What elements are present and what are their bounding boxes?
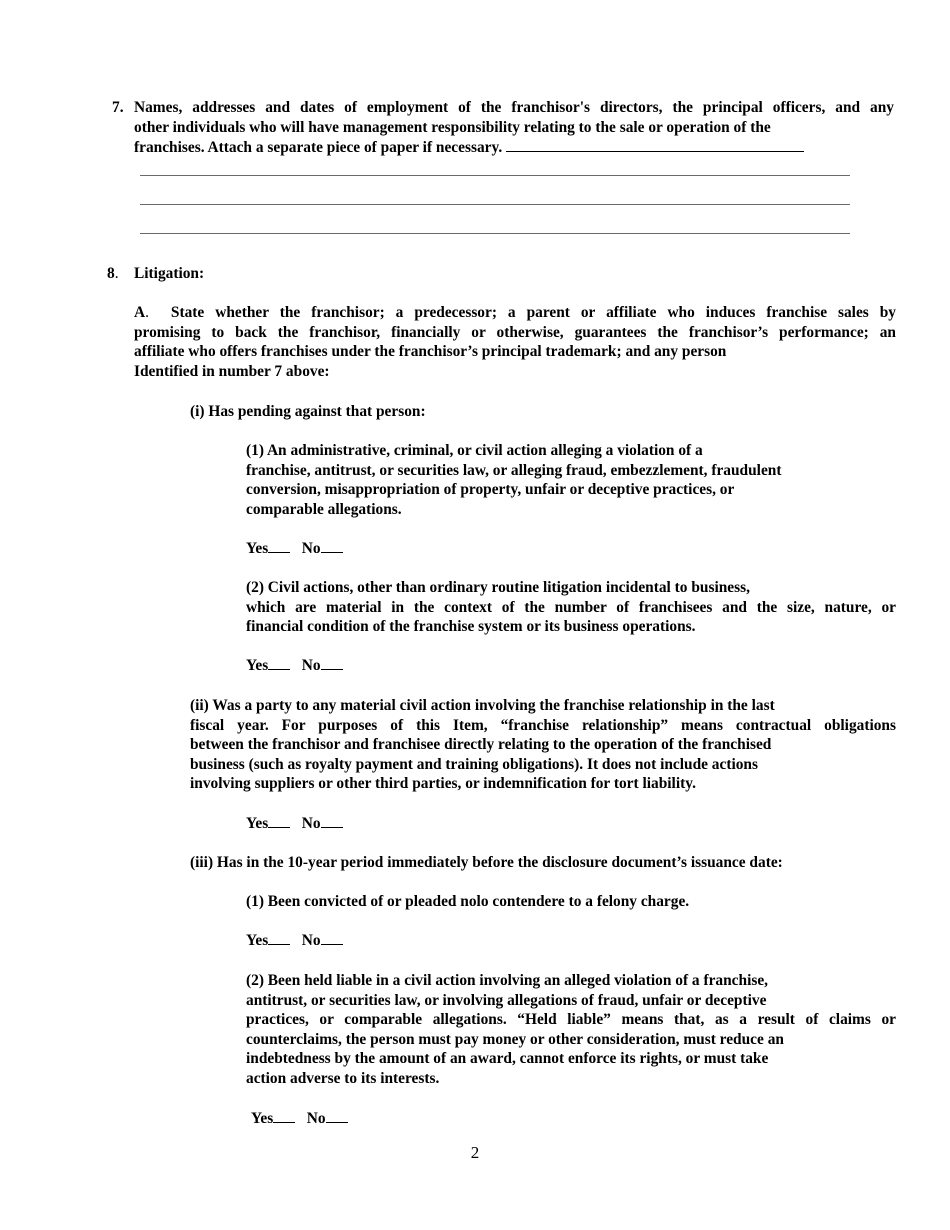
item-7-number: 7. bbox=[112, 99, 124, 116]
section-i-q2-line-3: financial condition of the franchise system or its business operations. bbox=[246, 618, 696, 636]
section-i-q1-line-2: franchise, antitrust, or securities law, or alleging fraud, embezzlement, fraudulent bbox=[246, 461, 782, 479]
yes-blank[interactable] bbox=[268, 539, 290, 553]
yes-label: Yes bbox=[246, 815, 269, 832]
section-iii-q2-line-4: counterclaims, the person must pay money or other consideration, must reduce an bbox=[246, 1030, 784, 1048]
item-7-answer-blank[interactable] bbox=[506, 137, 804, 152]
item-8a-line-3: affiliate who offers franchises under the franchisor’s principal trademark; and any person bbox=[134, 343, 727, 361]
item-8a-label: A bbox=[134, 304, 146, 321]
section-iii-question-1: (1) Been convicted of or pleaded nolo contendere to a felony charge. bbox=[246, 893, 690, 910]
item-8a-line-1: A. State whether the franchisor; a predecessor; a parent or affiliate who induces franchise sales by bbox=[134, 304, 896, 321]
no-label: No bbox=[301, 540, 321, 557]
no-label: No bbox=[301, 657, 321, 674]
section-i-q1-line-1: (1) An administrative, criminal, or civil action alleging a violation of a bbox=[246, 442, 703, 459]
no-label: No bbox=[301, 815, 321, 832]
item-8-number-text: 8 bbox=[107, 265, 115, 282]
section-iii-q2-line-2: antitrust, or securities law, or involving allegations of fraud, unfair or deceptive bbox=[246, 991, 767, 1009]
item-8a-line-1-text: State whether the franchisor; a predecessor; a parent or affiliate who induces franchise sales by bbox=[170, 304, 896, 321]
item-8a-line-4: Identified in number 7 above: bbox=[134, 362, 330, 380]
section-iii-q2-line-6: action adverse to its interests. bbox=[246, 1069, 440, 1087]
item-7-line-2: other individuals who will have management responsibility relating to the sale or operation of the bbox=[134, 118, 771, 136]
section-iii-q2-line-5: indebtedness by the amount of an award, cannot enforce its rights, or must take bbox=[246, 1050, 769, 1068]
yes-blank[interactable] bbox=[273, 1109, 295, 1123]
yes-no-answer-4 bbox=[246, 931, 343, 951]
section-ii-line-2: fiscal year. For purposes of this Item, “franchise relationship” means contractual obligations bbox=[190, 716, 896, 734]
no-blank[interactable] bbox=[321, 656, 343, 670]
section-iii-question-2 bbox=[246, 971, 896, 1089]
item-7-question bbox=[134, 98, 894, 158]
yes-no-answer-1 bbox=[246, 539, 343, 559]
item-7-answer-line-1[interactable] bbox=[140, 175, 850, 176]
no-blank[interactable] bbox=[321, 814, 343, 828]
item-7-line-3 bbox=[134, 137, 894, 158]
item-8-title: Litigation: bbox=[134, 265, 205, 282]
section-i-q2-line-1: (2) Civil actions, other than ordinary routine litigation incidental to business, bbox=[246, 579, 750, 596]
section-ii-line-4: business (such as royalty payment and training obligations). It does not include actions bbox=[190, 755, 758, 773]
item-8a-paragraph bbox=[134, 303, 896, 381]
item-7-answer-line-3[interactable] bbox=[140, 233, 850, 234]
yes-label: Yes bbox=[246, 932, 269, 949]
section-i-heading: (i) Has pending against that person: bbox=[190, 403, 426, 420]
yes-label: Yes bbox=[251, 1110, 274, 1127]
section-i-question-2 bbox=[246, 578, 896, 637]
yes-label: Yes bbox=[246, 657, 269, 674]
item-8a-line-2: promising to back the franchisor, financially or otherwise, guarantees the franchisor’s performance; an bbox=[134, 323, 896, 341]
section-iii-q2-line-1: (2) Been held liable in a civil action involving an alleged violation of a franchise, bbox=[246, 972, 769, 989]
yes-blank[interactable] bbox=[268, 814, 290, 828]
yes-blank[interactable] bbox=[268, 656, 290, 670]
section-i-q1-line-3: conversion, misappropriation of property, unfair or deceptive practices, or bbox=[246, 481, 735, 499]
item-7-line-3-text: franchises. Attach a separate piece of paper if necessary. bbox=[134, 139, 503, 157]
item-7-line-1: Names, addresses and dates of employment of the franchisor's directors, the principal officers, and any bbox=[134, 99, 894, 116]
yes-blank[interactable] bbox=[268, 931, 290, 945]
section-ii-line-3: between the franchisor and franchisee directly relating to the operation of the franchised bbox=[190, 736, 772, 754]
page-number: 2 bbox=[470, 1143, 480, 1162]
no-blank[interactable] bbox=[321, 931, 343, 945]
no-blank[interactable] bbox=[321, 539, 343, 553]
item-7-answer-line-2[interactable] bbox=[140, 204, 850, 205]
section-iii-q2-line-3: practices, or comparable allegations. “Held liable” means that, as a result of claims or bbox=[246, 1011, 896, 1029]
no-label: No bbox=[306, 1110, 326, 1127]
section-ii-line-5: involving suppliers or other third parties, or indemnification for tort liability. bbox=[190, 775, 696, 793]
yes-label: Yes bbox=[246, 540, 269, 557]
yes-no-answer-3 bbox=[246, 814, 343, 834]
item-8-number: 8. bbox=[107, 265, 119, 282]
section-i-q1-line-4: comparable allegations. bbox=[246, 500, 402, 518]
no-label: No bbox=[301, 932, 321, 949]
no-blank[interactable] bbox=[326, 1109, 348, 1123]
section-i-q2-line-2: which are material in the context of the number of franchisees and the size, nature, or bbox=[246, 598, 896, 616]
yes-no-answer-5 bbox=[251, 1109, 348, 1129]
section-ii-question bbox=[190, 696, 896, 794]
section-i-question-1 bbox=[246, 441, 896, 519]
section-iii-heading: (iii) Has in the 10-year period immediately before the disclosure document’s issuance date: bbox=[190, 854, 783, 871]
section-ii-line-1: (ii) Was a party to any material civil action involving the franchise relationship in the last bbox=[190, 697, 775, 714]
yes-no-answer-2 bbox=[246, 656, 343, 676]
